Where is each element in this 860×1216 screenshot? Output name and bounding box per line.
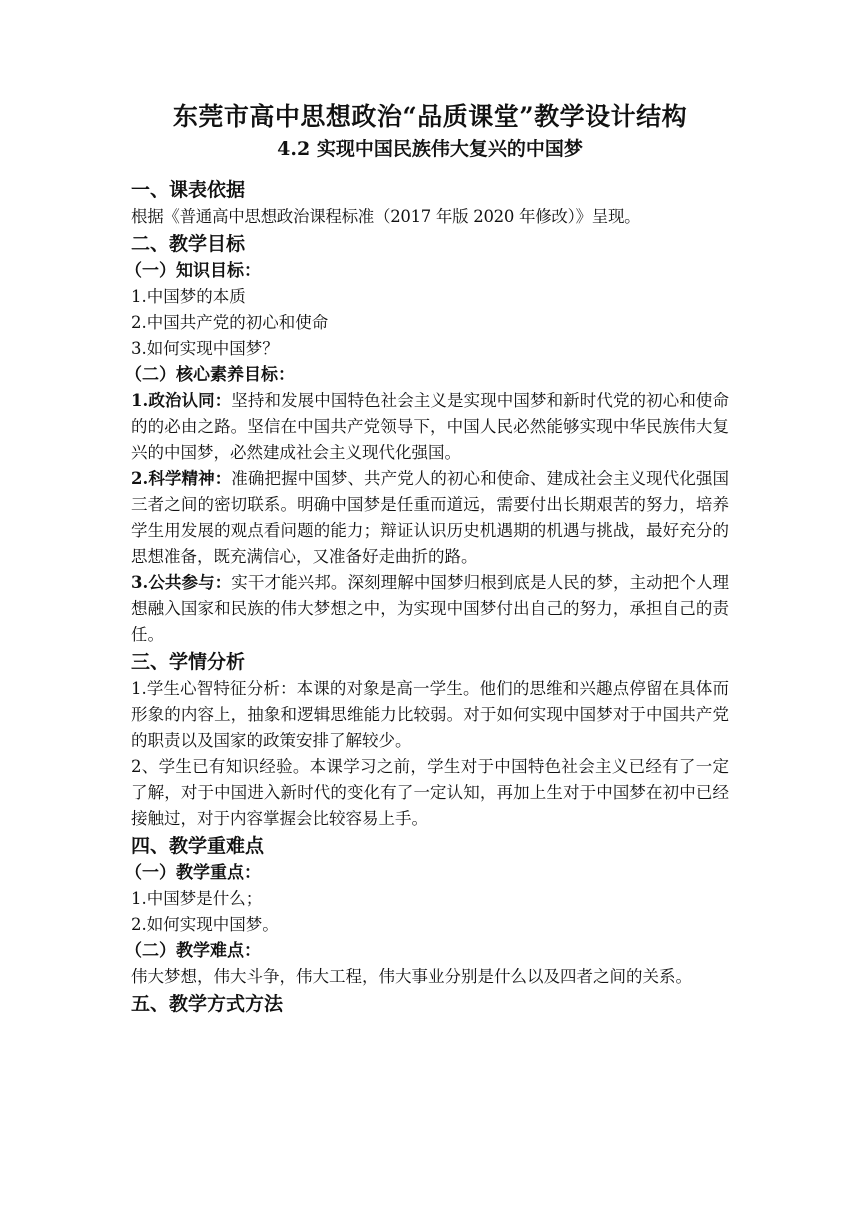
document-subtitle: 4.2 实现中国民族伟大复兴的中国梦 — [277, 138, 583, 160]
knowledge-goal-item: 3.如何实现中国梦？ — [131, 339, 279, 358]
key-point-item: 2.如何实现中国梦。 — [131, 915, 279, 934]
subheading-key-points: （一）教学重点： — [125, 863, 261, 883]
section-heading-student-analysis: 三、学情分析 — [131, 651, 246, 673]
core-goal-lead: 3.公共参与： — [131, 573, 232, 592]
section-heading-key-difficult-points: 四、教学重难点 — [131, 835, 265, 857]
section-heading-teaching-methods: 五、教学方式方法 — [131, 993, 284, 1015]
curriculum-basis-text: 根据《普通高中思想政治课程标准（2017 年版 2020 年修改）》呈现。 — [131, 207, 641, 226]
subheading-core-literacy-goals: （二）核心素养目标： — [125, 365, 295, 385]
difficult-point-text: 伟大梦想，伟大斗争，伟大工程，伟大事业分别是什么以及四者之间的关系。 — [131, 967, 692, 986]
subheading-knowledge-goals: （一）知识目标： — [125, 261, 261, 281]
key-point-item: 1.中国梦是什么； — [131, 889, 263, 908]
student-analysis-item: 2、学生已有知识经验。本课学习之前，学生对于中国特色社会主义已经有了一定了解，对于中国进入新时代的变化有了一定认知，再加上生对于中国梦在初中已经接触过，对于内容掌握会比较容易上手。 — [131, 757, 729, 828]
knowledge-goal-item: 1.中国梦的本质 — [131, 287, 246, 306]
core-goal-political-identity — [131, 388, 729, 466]
core-goal-lead: 2.科学精神： — [131, 469, 232, 488]
core-goal-text: 坚持和发展中国特色社会主义是实现中国梦和新时代党的初心和使命的的必由之路。坚信在中国共产党领导下，中国人民必然能够实现中华民族伟大复兴的中国梦，必然建成社会主义现代化强国。 — [131, 391, 730, 462]
student-analysis-item: 1.学生心智特征分析：本课的对象是高一学生。他们的思维和兴趣点停留在具体而形象的内容上，抽象和逻辑思维能力比较弱。对于如何实现中国梦对于中国共产党的职责以及国家的政策安排了解较少。 — [131, 679, 729, 750]
section-heading-curriculum-basis: 一、课表依据 — [131, 179, 246, 201]
document-page — [125, 100, 730, 1018]
knowledge-goal-item: 2.中国共产党的初心和使命 — [131, 313, 329, 332]
core-goal-public-participation — [131, 570, 729, 648]
core-goal-scientific-spirit — [131, 466, 729, 570]
document-title: 东莞市高中思想政治“品质课堂”教学设计结构 — [172, 102, 688, 131]
core-goal-lead: 1.政治认同： — [131, 391, 232, 410]
subheading-difficult-points: （二）教学难点： — [125, 941, 261, 961]
core-goal-text: 准确把握中国梦、共产党人的初心和使命、建成社会主义现代化强国三者之间的密切联系。明确中国梦是任重而道远，需要付出长期艰苦的努力，培养学生用发展的观点看问题的能力；辩证认识历史机遇期的机遇与挑战，最好充分的思想准备，既充满信心，又准备好走曲折的路。 — [131, 469, 730, 566]
core-goal-text: 实干才能兴邦。深刻理解中国梦归根到底是人民的梦，主动把个人理想融入国家和民族的伟大梦想之中，为实现中国梦付出自己的努力，承担自己的责任。 — [131, 573, 730, 644]
section-heading-teaching-goals: 二、教学目标 — [131, 233, 246, 255]
